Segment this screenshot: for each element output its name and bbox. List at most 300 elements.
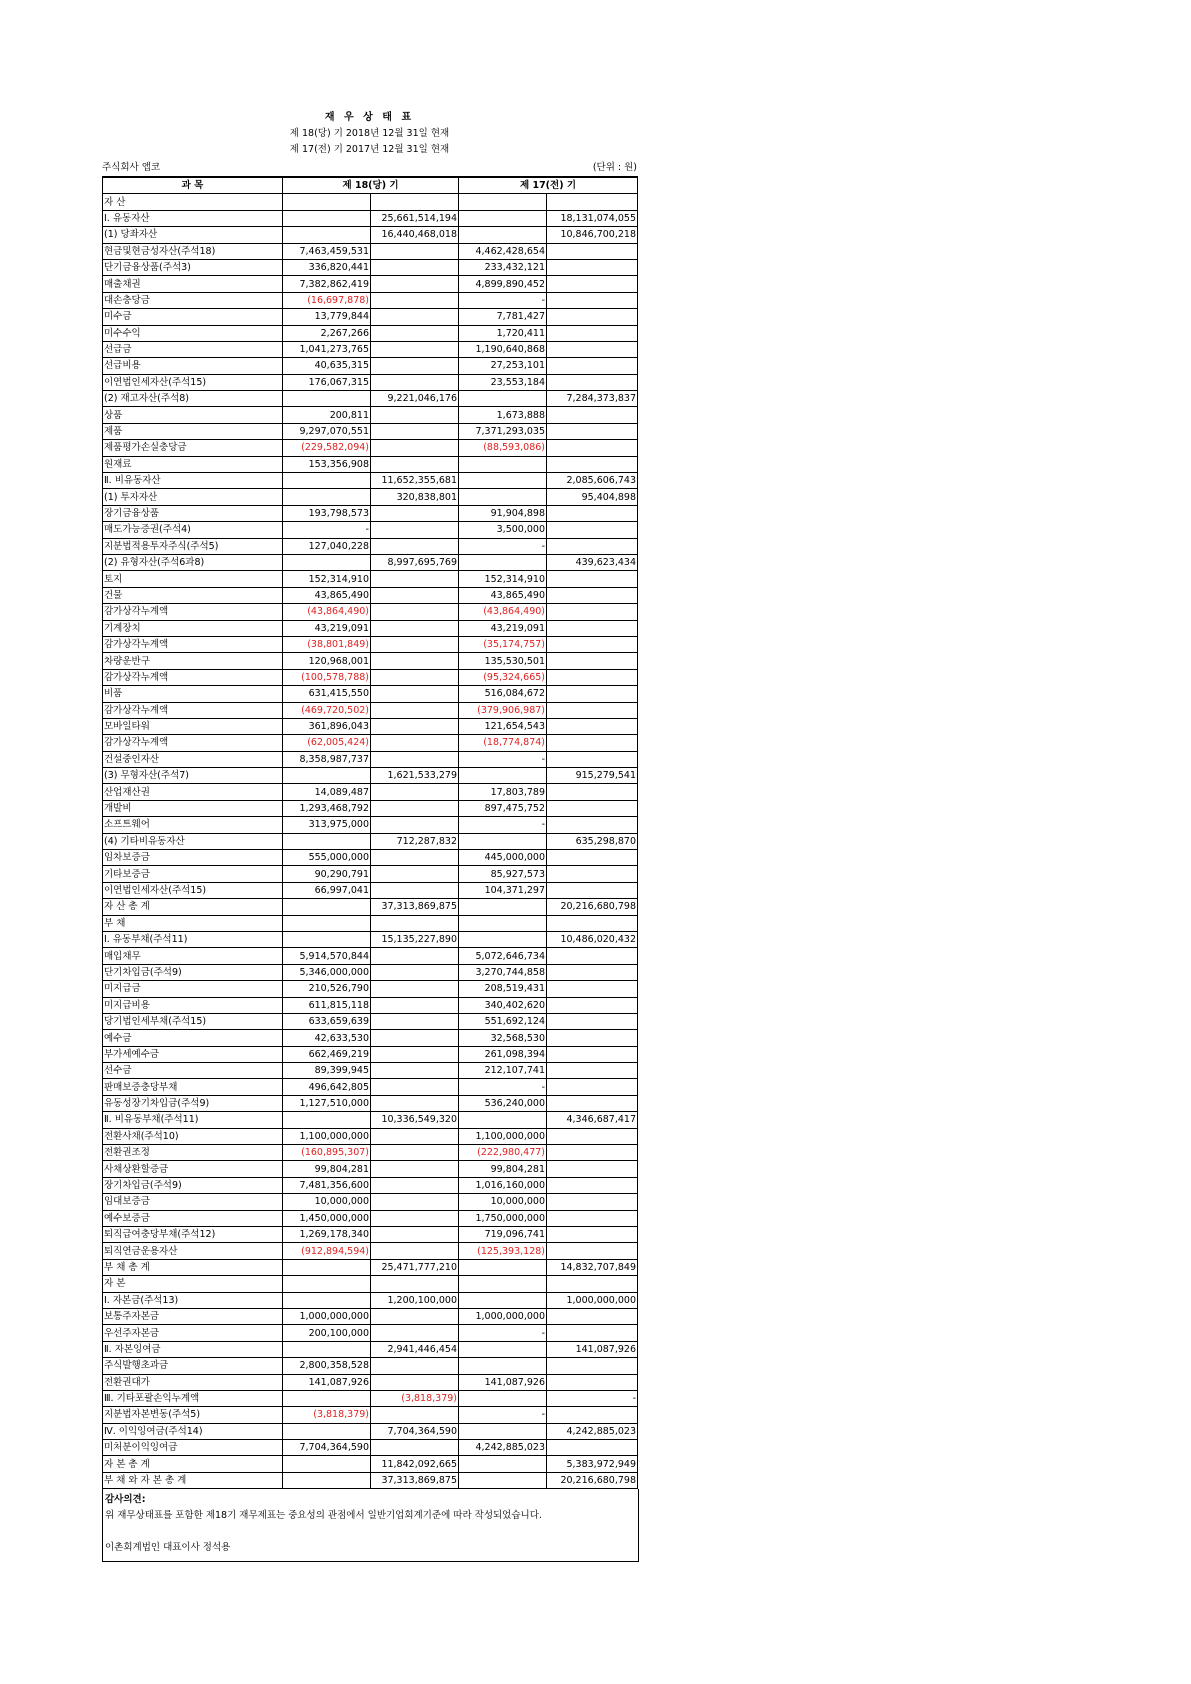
- amount-cell-c1: 2,267,266: [283, 325, 371, 341]
- account-label: (3) 무형자산(주석7): [103, 768, 283, 784]
- amount-cell-c3: -: [459, 1325, 547, 1341]
- amount-cell-c1: 7,463,459,531: [283, 243, 371, 259]
- amount-cell-c1: (160,895,307): [283, 1145, 371, 1161]
- amount-cell-c3: [459, 768, 547, 784]
- account-label: (2) 재고자산(주석8): [103, 391, 283, 407]
- amount-cell-c2: (3,818,379): [371, 1390, 459, 1406]
- amount-cell-c2: [371, 702, 459, 718]
- account-label: 제품: [103, 423, 283, 439]
- amount-cell-c1: [283, 1341, 371, 1357]
- amount-cell-c4: 20,216,680,798: [547, 899, 638, 915]
- column-header-prior: 제 17(전) 기: [459, 177, 638, 194]
- amount-cell-c3: 897,475,752: [459, 800, 547, 816]
- account-label: 선수금: [103, 1063, 283, 1079]
- table-row: [103, 833, 638, 849]
- table-body: [103, 194, 638, 1489]
- amount-cell-c3: [459, 456, 547, 472]
- amount-cell-c1: 7,382,862,419: [283, 276, 371, 292]
- account-label: 상품: [103, 407, 283, 423]
- amount-cell-c2: [371, 1227, 459, 1243]
- account-label: (1) 당좌자산: [103, 227, 283, 243]
- account-label: 부가세예수금: [103, 1046, 283, 1062]
- amount-cell-c1: 1,450,000,000: [283, 1210, 371, 1226]
- amount-cell-c1: (100,578,788): [283, 669, 371, 685]
- amount-cell-c3: [459, 1472, 547, 1488]
- amount-cell-c2: 712,287,832: [371, 833, 459, 849]
- amount-cell-c2: [371, 505, 459, 521]
- amount-cell-c4: [547, 702, 638, 718]
- table-row: [103, 489, 638, 505]
- account-label: 지분법적용투자주식(주석5): [103, 538, 283, 554]
- amount-cell-c3: 17,803,789: [459, 784, 547, 800]
- amount-cell-c2: [371, 259, 459, 275]
- account-label: 단기차입금(주석9): [103, 964, 283, 980]
- amount-cell-c3: [459, 391, 547, 407]
- amount-cell-c4: [547, 1177, 638, 1193]
- table-row: [103, 784, 638, 800]
- amount-cell-c1: 1,100,000,000: [283, 1128, 371, 1144]
- account-label: 전환사채(주석10): [103, 1128, 283, 1144]
- table-row: [103, 1128, 638, 1144]
- amount-cell-c4: [547, 735, 638, 751]
- amount-cell-c3: [459, 931, 547, 947]
- amount-cell-c1: 5,914,570,844: [283, 948, 371, 964]
- amount-cell-c3: -: [459, 817, 547, 833]
- table-row: [103, 1341, 638, 1357]
- amount-cell-c1: 7,481,356,600: [283, 1177, 371, 1193]
- amount-cell-c1: [283, 931, 371, 947]
- account-label: 자 산 총 계: [103, 899, 283, 915]
- table-row: [103, 243, 638, 259]
- amount-cell-c1: 1,000,000,000: [283, 1308, 371, 1324]
- amount-cell-c1: 42,633,530: [283, 1030, 371, 1046]
- account-label: Ⅱ. 자본잉여금: [103, 1341, 283, 1357]
- amount-cell-c4: 14,832,707,849: [547, 1259, 638, 1275]
- account-label: 유동성장기차입금(주석9): [103, 1095, 283, 1111]
- amount-cell-c1: 313,975,000: [283, 817, 371, 833]
- column-header-current: 제 18(당) 기: [283, 177, 459, 194]
- account-label: 부 채 와 자 본 총 계: [103, 1472, 283, 1488]
- amount-cell-c4: [547, 505, 638, 521]
- account-label: 매도가능증권(주석4): [103, 522, 283, 538]
- amount-cell-c3: 152,314,910: [459, 571, 547, 587]
- amount-cell-c1: (62,005,424): [283, 735, 371, 751]
- amount-cell-c1: 361,896,043: [283, 718, 371, 734]
- amount-cell-c2: [371, 1177, 459, 1193]
- amount-cell-c3: [459, 1292, 547, 1308]
- amount-cell-c3: 104,371,297: [459, 882, 547, 898]
- table-row: [103, 276, 638, 292]
- account-label: 사채상환할증금: [103, 1161, 283, 1177]
- amount-cell-c4: [547, 1325, 638, 1341]
- amount-cell-c4: 20,216,680,798: [547, 1472, 638, 1488]
- amount-cell-c3: 1,000,000,000: [459, 1308, 547, 1324]
- amount-cell-c1: [283, 1423, 371, 1439]
- account-label: 자 산: [103, 194, 283, 210]
- account-label: (2) 유형자산(주석6과8): [103, 554, 283, 570]
- amount-cell-c2: [371, 735, 459, 751]
- amount-cell-c2: [371, 1079, 459, 1095]
- table-header-row: [103, 177, 638, 194]
- table-row: [103, 473, 638, 489]
- amount-cell-c2: [371, 981, 459, 997]
- amount-cell-c3: 27,253,101: [459, 358, 547, 374]
- table-row: [103, 866, 638, 882]
- amount-cell-c3: 4,242,885,023: [459, 1440, 547, 1456]
- table-row: [103, 1390, 638, 1406]
- account-label: 감가상각누계액: [103, 604, 283, 620]
- amount-cell-c4: [547, 784, 638, 800]
- amount-cell-c2: [371, 1243, 459, 1259]
- account-label: 선급금: [103, 341, 283, 357]
- amount-cell-c2: [371, 1440, 459, 1456]
- table-row: [103, 1276, 638, 1292]
- account-label: 미지급금: [103, 981, 283, 997]
- amount-cell-c2: [371, 1030, 459, 1046]
- table-row: [103, 964, 638, 980]
- amount-cell-c3: [459, 1112, 547, 1128]
- amount-cell-c4: 7,284,373,837: [547, 391, 638, 407]
- amount-cell-c4: [547, 604, 638, 620]
- table-row: [103, 587, 638, 603]
- amount-cell-c1: 14,089,487: [283, 784, 371, 800]
- amount-cell-c4: 915,279,541: [547, 768, 638, 784]
- table-row: [103, 1194, 638, 1210]
- amount-cell-c4: [547, 423, 638, 439]
- table-row: [103, 735, 638, 751]
- amount-cell-c4: 1,000,000,000: [547, 1292, 638, 1308]
- amount-cell-c3: 1,720,411: [459, 325, 547, 341]
- account-label: 대손충당금: [103, 292, 283, 308]
- amount-cell-c2: 16,440,468,018: [371, 227, 459, 243]
- amount-cell-c4: [547, 276, 638, 292]
- amount-cell-c2: [371, 1095, 459, 1111]
- table-row: [103, 1145, 638, 1161]
- amount-cell-c3: 719,096,741: [459, 1227, 547, 1243]
- account-label: 건물: [103, 587, 283, 603]
- amount-cell-c2: [371, 571, 459, 587]
- account-label: 장기금융상품: [103, 505, 283, 521]
- amount-cell-c4: [547, 850, 638, 866]
- account-label: 감가상각누계액: [103, 669, 283, 685]
- amount-cell-c2: 11,842,092,665: [371, 1456, 459, 1472]
- table-row: [103, 751, 638, 767]
- table-row: [103, 1292, 638, 1308]
- account-label: 예수보증금: [103, 1210, 283, 1226]
- amount-cell-c1: [283, 1390, 371, 1406]
- amount-cell-c3: (18,774,874): [459, 735, 547, 751]
- account-label: (1) 투자자산: [103, 489, 283, 505]
- amount-cell-c4: [547, 981, 638, 997]
- amount-cell-c3: 261,098,394: [459, 1046, 547, 1062]
- amount-cell-c4: [547, 341, 638, 357]
- account-label: 차량운반구: [103, 653, 283, 669]
- amount-cell-c1: 2,800,358,528: [283, 1358, 371, 1374]
- table-row: [103, 554, 638, 570]
- amount-cell-c3: 3,500,000: [459, 522, 547, 538]
- account-label: 장기차입금(주석9): [103, 1177, 283, 1193]
- table-row: [103, 1046, 638, 1062]
- account-label: 부 채 총 계: [103, 1259, 283, 1275]
- amount-cell-c3: 516,084,672: [459, 686, 547, 702]
- audit-heading: 감사의견:: [105, 1494, 146, 1506]
- amount-cell-c1: 176,067,315: [283, 374, 371, 390]
- account-label: Ⅲ. 기타포괄손익누계액: [103, 1390, 283, 1406]
- amount-cell-c4: [547, 358, 638, 374]
- amount-cell-c2: [371, 522, 459, 538]
- table-row: [103, 194, 638, 210]
- amount-cell-c2: [371, 374, 459, 390]
- table-row: [103, 341, 638, 357]
- table-row: [103, 1472, 638, 1488]
- account-label: 미처분이익잉여금: [103, 1440, 283, 1456]
- amount-cell-c4: [547, 948, 638, 964]
- table-row: [103, 1079, 638, 1095]
- amount-cell-c2: 15,135,227,890: [371, 931, 459, 947]
- amount-cell-c4: [547, 915, 638, 931]
- audit-signer: 이촌회계법인 대표이사 정석용: [105, 1542, 231, 1554]
- amount-cell-c1: 662,469,219: [283, 1046, 371, 1062]
- amount-cell-c2: [371, 1013, 459, 1029]
- amount-cell-c2: [371, 1145, 459, 1161]
- amount-cell-c2: [371, 194, 459, 210]
- amount-cell-c1: 555,000,000: [283, 850, 371, 866]
- amount-cell-c3: [459, 1259, 547, 1275]
- amount-cell-c3: (125,393,128): [459, 1243, 547, 1259]
- amount-cell-c1: 200,811: [283, 407, 371, 423]
- amount-cell-c1: 9,297,070,551: [283, 423, 371, 439]
- amount-cell-c4: 2,085,606,743: [547, 473, 638, 489]
- table-row: [103, 1243, 638, 1259]
- table-row: [103, 981, 638, 997]
- amount-cell-c2: [371, 948, 459, 964]
- amount-cell-c3: (222,980,477): [459, 1145, 547, 1161]
- account-label: 자 본 총 계: [103, 1456, 283, 1472]
- amount-cell-c4: [547, 243, 638, 259]
- amount-cell-c4: [547, 374, 638, 390]
- amount-cell-c1: [283, 915, 371, 931]
- amount-cell-c1: [283, 227, 371, 243]
- amount-cell-c3: [459, 1423, 547, 1439]
- amount-cell-c1: 336,820,441: [283, 259, 371, 275]
- amount-cell-c2: [371, 882, 459, 898]
- amount-cell-c4: [547, 1161, 638, 1177]
- amount-cell-c3: -: [459, 1079, 547, 1095]
- table-row: [103, 931, 638, 947]
- account-label: 감가상각누계액: [103, 636, 283, 652]
- amount-cell-c1: 13,779,844: [283, 309, 371, 325]
- amount-cell-c1: [283, 768, 371, 784]
- amount-cell-c2: [371, 1325, 459, 1341]
- audit-spacer: [105, 1524, 638, 1540]
- table-row: [103, 259, 638, 275]
- table-row: [103, 1013, 638, 1029]
- amount-cell-c4: [547, 309, 638, 325]
- account-label: 예수금: [103, 1030, 283, 1046]
- amount-cell-c4: -: [547, 1390, 638, 1406]
- amount-cell-c4: [547, 669, 638, 685]
- amount-cell-c3: 551,692,124: [459, 1013, 547, 1029]
- amount-cell-c1: [283, 210, 371, 226]
- amount-cell-c2: [371, 866, 459, 882]
- amount-cell-c1: 611,815,118: [283, 997, 371, 1013]
- amount-cell-c3: 1,100,000,000: [459, 1128, 547, 1144]
- account-label: 감가상각누계액: [103, 702, 283, 718]
- account-label: 원재료: [103, 456, 283, 472]
- amount-cell-c2: [371, 1128, 459, 1144]
- amount-cell-c4: [547, 1013, 638, 1029]
- amount-cell-c4: [547, 1308, 638, 1324]
- amount-cell-c1: [283, 391, 371, 407]
- account-label: 퇴직급여충당부채(주석12): [103, 1227, 283, 1243]
- amount-cell-c2: [371, 456, 459, 472]
- amount-cell-c1: [283, 554, 371, 570]
- amount-cell-c2: [371, 440, 459, 456]
- amount-cell-c3: (88,593,086): [459, 440, 547, 456]
- amount-cell-c4: [547, 1063, 638, 1079]
- account-label: 토지: [103, 571, 283, 587]
- table-row: [103, 505, 638, 521]
- amount-cell-c3: 43,219,091: [459, 620, 547, 636]
- amount-cell-c4: [547, 718, 638, 734]
- amount-cell-c1: 99,804,281: [283, 1161, 371, 1177]
- balance-sheet-document: [102, 110, 637, 1562]
- amount-cell-c3: 233,432,121: [459, 259, 547, 275]
- amount-cell-c2: 2,941,446,454: [371, 1341, 459, 1357]
- amount-cell-c4: [547, 1145, 638, 1161]
- amount-cell-c3: 4,899,890,452: [459, 276, 547, 292]
- table-row: [103, 718, 638, 734]
- amount-cell-c2: [371, 309, 459, 325]
- amount-cell-c2: 37,313,869,875: [371, 899, 459, 915]
- amount-cell-c3: 4,462,428,654: [459, 243, 547, 259]
- amount-cell-c1: [283, 833, 371, 849]
- account-label: 매출채권: [103, 276, 283, 292]
- amount-cell-c2: [371, 243, 459, 259]
- amount-cell-c3: (43,864,490): [459, 604, 547, 620]
- amount-cell-c1: 43,865,490: [283, 587, 371, 603]
- amount-cell-c2: 37,313,869,875: [371, 1472, 459, 1488]
- amount-cell-c3: [459, 915, 547, 931]
- amount-cell-c2: 320,838,801: [371, 489, 459, 505]
- amount-cell-c1: [283, 1259, 371, 1275]
- amount-cell-c2: 25,661,514,194: [371, 210, 459, 226]
- amount-cell-c1: 1,269,178,340: [283, 1227, 371, 1243]
- account-label: Ⅱ. 비유동자산: [103, 473, 283, 489]
- table-row: [103, 456, 638, 472]
- amount-cell-c4: 95,404,898: [547, 489, 638, 505]
- amount-cell-c1: 1,293,468,792: [283, 800, 371, 816]
- amount-cell-c2: [371, 1308, 459, 1324]
- amount-cell-c3: 1,673,888: [459, 407, 547, 423]
- amount-cell-c3: 91,904,898: [459, 505, 547, 521]
- account-label: 모바일타워: [103, 718, 283, 734]
- amount-cell-c2: [371, 358, 459, 374]
- amount-cell-c4: [547, 1210, 638, 1226]
- amount-cell-c1: [283, 1456, 371, 1472]
- table-row: [103, 423, 638, 439]
- table-row: [103, 882, 638, 898]
- amount-cell-c3: 212,107,741: [459, 1063, 547, 1079]
- audit-opinion-text: 위 재무상태표를 포함한 제18기 재무제표는 중요성의 관점에서 일반기업회계기준에 따라 작성되었습니다.: [105, 1510, 542, 1522]
- account-label: 선급비용: [103, 358, 283, 374]
- table-row: [103, 604, 638, 620]
- amount-cell-c1: 141,087,926: [283, 1374, 371, 1390]
- amount-cell-c1: 152,314,910: [283, 571, 371, 587]
- amount-cell-c3: 1,750,000,000: [459, 1210, 547, 1226]
- amount-cell-c3: [459, 1276, 547, 1292]
- amount-cell-c1: 66,997,041: [283, 882, 371, 898]
- amount-cell-c2: [371, 817, 459, 833]
- amount-cell-c1: [283, 473, 371, 489]
- period-prior: 제 17(전) 기 2017년 12월 31일 현재: [289, 144, 450, 155]
- amount-cell-c4: [547, 1095, 638, 1111]
- table-row: [103, 210, 638, 226]
- amount-cell-c3: [459, 1358, 547, 1374]
- table-row: [103, 1210, 638, 1226]
- table-row: [103, 309, 638, 325]
- amount-cell-c4: [547, 292, 638, 308]
- amount-cell-c1: [283, 1276, 371, 1292]
- amount-cell-c2: 9,221,046,176: [371, 391, 459, 407]
- amount-cell-c1: -: [283, 522, 371, 538]
- amount-cell-c4: [547, 620, 638, 636]
- column-header-account: 과 목: [103, 177, 283, 194]
- amount-cell-c3: (379,906,987): [459, 702, 547, 718]
- amount-cell-c3: 99,804,281: [459, 1161, 547, 1177]
- account-label: Ⅰ. 자본금(주석13): [103, 1292, 283, 1308]
- amount-cell-c3: 121,654,543: [459, 718, 547, 734]
- amount-cell-c2: 8,997,695,769: [371, 554, 459, 570]
- amount-cell-c2: [371, 784, 459, 800]
- table-row: [103, 1177, 638, 1193]
- table-row: [103, 997, 638, 1013]
- account-label: 제품평가손실충당금: [103, 440, 283, 456]
- account-label: (4) 기타비유동자산: [103, 833, 283, 849]
- amount-cell-c3: 7,371,293,035: [459, 423, 547, 439]
- amount-cell-c4: [547, 751, 638, 767]
- table-row: [103, 292, 638, 308]
- amount-cell-c4: [547, 1128, 638, 1144]
- account-label: 전환권대가: [103, 1374, 283, 1390]
- table-row: [103, 1112, 638, 1128]
- amount-cell-c2: [371, 997, 459, 1013]
- amount-cell-c3: [459, 489, 547, 505]
- amount-cell-c2: [371, 1407, 459, 1423]
- amount-cell-c2: 1,200,100,000: [371, 1292, 459, 1308]
- amount-cell-c2: [371, 423, 459, 439]
- account-label: 이연법인세자산(주석15): [103, 374, 283, 390]
- amount-cell-c4: [547, 325, 638, 341]
- amount-cell-c4: 4,346,687,417: [547, 1112, 638, 1128]
- amount-cell-c1: 633,659,639: [283, 1013, 371, 1029]
- account-label: 현금및현금성자산(주석18): [103, 243, 283, 259]
- account-label: 임차보증금: [103, 850, 283, 866]
- table-row: [103, 227, 638, 243]
- amount-cell-c3: 340,402,620: [459, 997, 547, 1013]
- table-row: [103, 374, 638, 390]
- amount-cell-c4: [547, 522, 638, 538]
- table-row: [103, 915, 638, 931]
- amount-cell-c1: 200,100,000: [283, 1325, 371, 1341]
- amount-cell-c1: (38,801,849): [283, 636, 371, 652]
- amount-cell-c2: [371, 915, 459, 931]
- amount-cell-c1: [283, 194, 371, 210]
- amount-cell-c3: -: [459, 292, 547, 308]
- amount-cell-c1: 1,041,273,765: [283, 341, 371, 357]
- account-label: 지분법자본변동(주석5): [103, 1407, 283, 1423]
- amount-cell-c3: [459, 554, 547, 570]
